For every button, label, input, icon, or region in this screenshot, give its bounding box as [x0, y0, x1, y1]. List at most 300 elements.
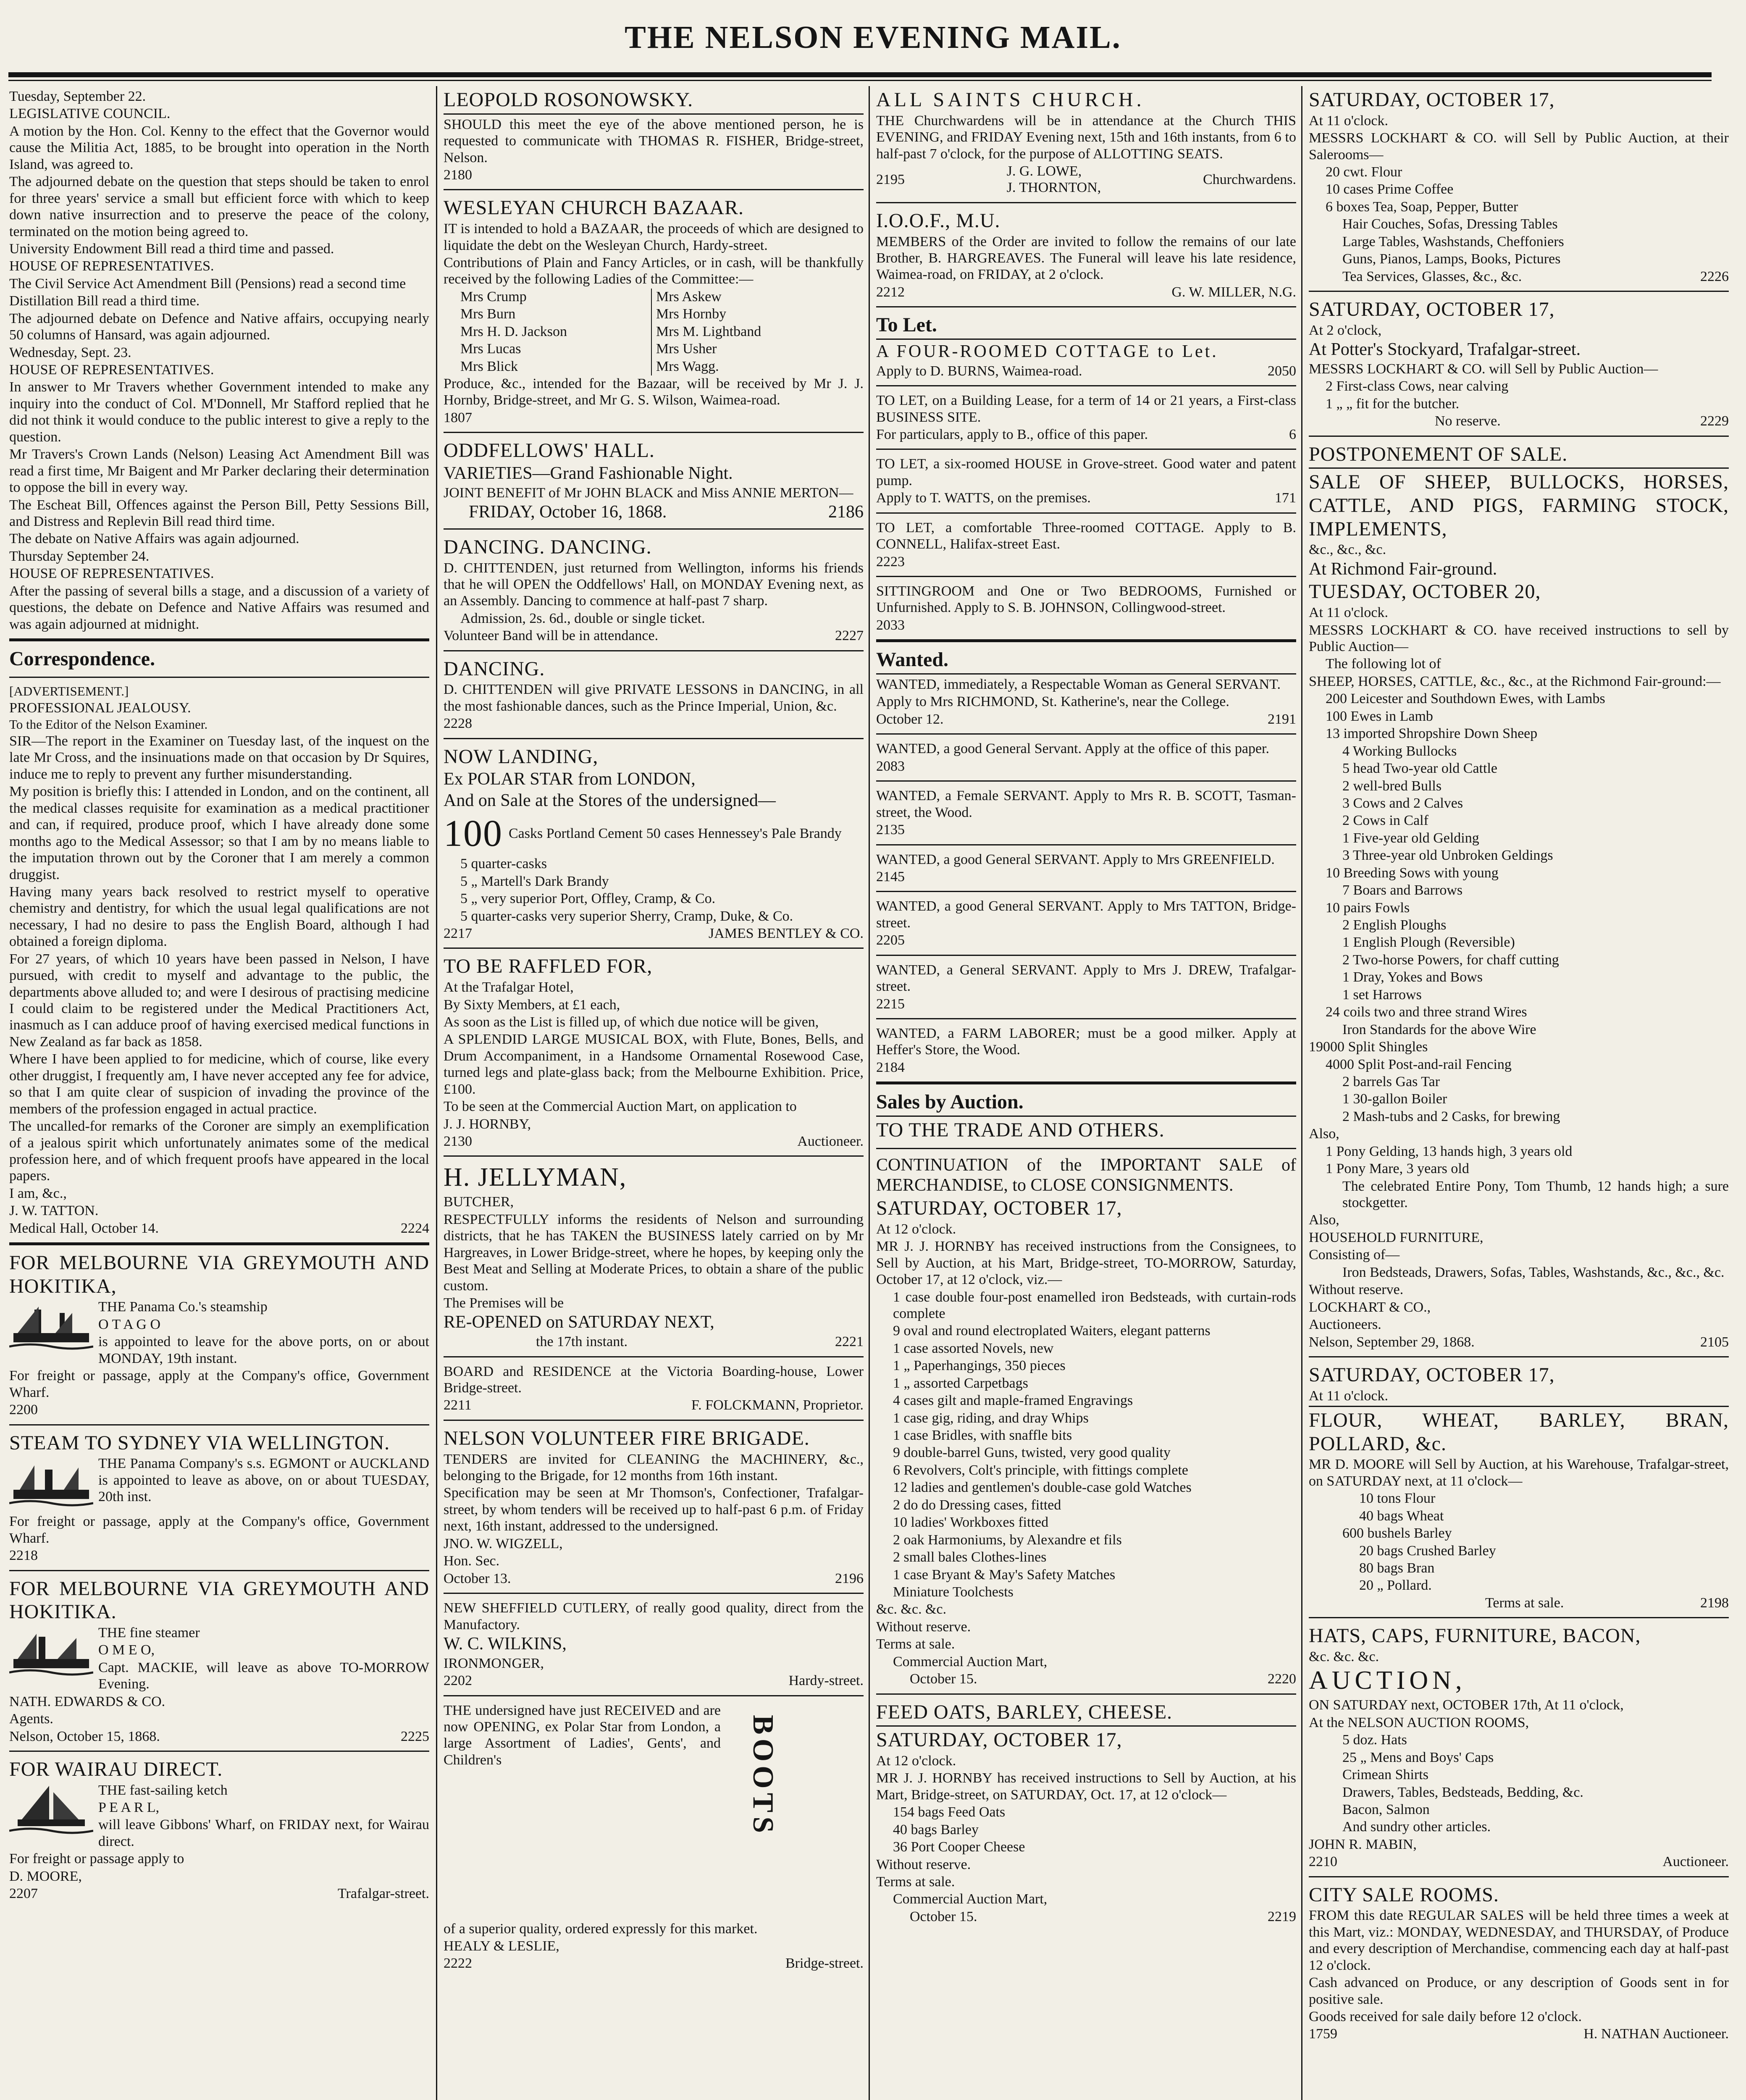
ad-subheading: At the Trafalgar Hotel,	[444, 979, 574, 995]
column-1	[9, 88, 429, 2100]
ad-text: TO LET, a six-roomed HOUSE in Grove-street. Good water and patent pump.	[876, 456, 1296, 488]
divider	[876, 1148, 1296, 1149]
report-paragraph: The adjourned debate on the question that steps should be taken to enrol for three years' service a small but efficient force with which to keep down native insurrection and to preserve the peace of the colony, terminated on the motion being agreed to.	[9, 174, 429, 239]
item-line: 1 30-gallon Boiler	[1342, 1091, 1447, 1107]
letter-address: To the Editor of the Nelson Examiner.	[9, 717, 208, 732]
item-line: 5 quarter-casks	[460, 856, 547, 872]
ad-heading: TO BE RAFFLED FOR,	[444, 955, 653, 978]
report-heading: HOUSE OF REPRESENTATIVES.	[9, 258, 214, 274]
divider	[444, 113, 864, 115]
ad-heading: NELSON VOLUNTEER FIRE BRIGADE.	[444, 1427, 810, 1449]
ad-number: 2105	[1700, 1334, 1729, 1350]
ad-heading: LEOPOLD ROSONOWSKY.	[444, 89, 693, 111]
ad-text: MR J. J. HORNBY has received instructions from the Consignees, to Sell by Auction, at his Mart, Bridge-street, TO-MORROW, Saturday, October 17, at 12 o'clock, viz.—	[876, 1239, 1296, 1288]
item-line: 200 Leicester and Southdown Ewes, with Lambs	[1326, 691, 1605, 707]
item-line: 19000 Split Shingles	[1309, 1039, 1428, 1055]
divider	[876, 449, 1296, 450]
divider	[444, 948, 864, 949]
ad-date: October 13.	[444, 1570, 511, 1586]
ad-heading: I.O.O.F., M.U.	[876, 209, 1000, 232]
sale-time: At 11 o'clock.	[1309, 113, 1388, 129]
divider	[876, 1082, 1296, 1084]
ad-heading: STEAM TO SYDNEY VIA WELLINGTON.	[9, 1431, 390, 1454]
ad-text: The Premises will be	[444, 1295, 564, 1311]
ad-subheading: By Sixty Members, at £1 each,	[444, 997, 620, 1013]
advertisement-tag: [ADVERTISEMENT.]	[9, 683, 129, 698]
ad-text: Also,	[1309, 1212, 1339, 1228]
ad-number: 2195	[876, 171, 905, 187]
letter-paragraph: My position is briefly this: I attended in London, and on the continent, all the medical classes requisite for examination as a medical practitioner and can, if required, produce proof, which I have already done some months ago to the Medical Assessor; so that I am by no means liable to the imputation thrown out by the Coroner that I am merely a common druggist.	[9, 784, 429, 882]
sailing-ketch-icon	[9, 1784, 93, 1838]
sale-terms: Without reserve.	[1309, 1282, 1404, 1298]
parliament-report	[9, 88, 429, 633]
ad-number: 2225	[401, 1728, 429, 1744]
ad-place: Commercial Auction Mart,	[893, 1654, 1048, 1670]
item-line: Bacon, Salmon	[1342, 1801, 1430, 1817]
ad-number: 2145	[876, 869, 905, 885]
ad-place: Nelson, September 29, 1868.	[1309, 1334, 1475, 1350]
divider	[876, 1693, 1296, 1695]
divider	[444, 1420, 864, 1421]
letter-closing: I am, &c.,	[9, 1185, 67, 1201]
committee-member: Mrs Usher	[656, 341, 717, 357]
item-line: 1 English Plough (Reversible)	[1342, 934, 1515, 950]
ad-number: 2207	[9, 1886, 38, 1902]
report-date: Thursday September 24.	[9, 548, 150, 564]
item-line: Guns, Pianos, Lamps, Books, Pictures	[1342, 251, 1561, 267]
item-line: Hair Couches, Sofas, Dressing Tables	[1342, 216, 1558, 232]
ad-number: 2205	[876, 932, 905, 948]
ad-text: Iron Bedsteads, Drawers, Sofas, Tables, Washstands, &c., &c., &c.	[1342, 1264, 1725, 1280]
ad-text: MESSRS LOCKHART & CO. have received instructions to sell by Public Auction—	[1309, 622, 1729, 655]
item-line: 1 case gig, riding, and dray Whips	[893, 1410, 1089, 1426]
masthead-rule-thin	[8, 80, 1712, 81]
ad-text: THE fine steamer	[98, 1625, 200, 1641]
section-heading: To Let.	[876, 314, 937, 336]
item-line: 24 coils two and three strand Wires	[1326, 1004, 1527, 1020]
letter-paragraph: The uncalled-for remarks of the Coroner are simply an exemplification of a jealous spirit which unfortunately animates some of the medical profession here, and of which frequent proofs have appeared in the local papers.	[9, 1118, 429, 1184]
divider	[444, 432, 864, 433]
ad-text: THE Panama Company's s.s. EGMONT or AUCKLAND is appointed to leave as above, on or about TUESDAY, 20th inst.	[98, 1456, 429, 1505]
section-heading: Sales by Auction.	[876, 1091, 1024, 1113]
report-paragraph: In answer to Mr Travers whether Government intended to make any inquiry into the conduct of Col. M'Donnell, Mr Stafford replied that he did not think it would conduce to the public interest to give a reply to the question.	[9, 379, 429, 445]
ad-number: 2200	[9, 1402, 38, 1418]
ad-text: JOINT BENEFIT of Mr JOHN BLACK and Miss ANNIE MERTON—	[444, 485, 853, 501]
item-line: Crimean Shirts	[1342, 1767, 1428, 1783]
ad-signature: G. W. MILLER, N.G.	[1171, 284, 1296, 300]
ship-name: O M E O,	[98, 1642, 155, 1658]
item-line: 2 First-class Cows, near calving	[1326, 378, 1509, 394]
ad-heading: FEED OATS, BARLEY, CHEESE.	[876, 1701, 1173, 1723]
ad-number: 1807	[444, 410, 472, 425]
sale-terms: No reserve.	[1435, 413, 1501, 429]
item-line: 2 Cows in Calf	[1342, 813, 1428, 829]
item-line: 2 oak Harmoniums, by Alexandre et fils	[893, 1532, 1122, 1548]
column-4	[1309, 88, 1729, 2100]
report-paragraph: The Escheat Bill, Offences against the Person Bill, Petty Sessions Bill, and Distress and Replevin Bill read third time.	[9, 497, 429, 529]
ad-text: WANTED, a General SERVANT. Apply to Mrs J. DREW, Trafalgar-street.	[876, 962, 1296, 995]
divider	[876, 639, 1296, 642]
ad-number: 2220	[1268, 1671, 1296, 1687]
divider	[876, 733, 1296, 735]
signatories	[876, 163, 1296, 196]
ad-text: WANTED, a Female SERVANT. Apply to Mrs R. B. SCOTT, Tasman-street, the Wood.	[876, 788, 1296, 820]
ad-number: 2191	[1268, 711, 1296, 727]
ad-signature: LOCKHART & CO.,	[1309, 1299, 1431, 1315]
section-heading: Wanted.	[876, 648, 949, 671]
ad-text: Cash advanced on Produce, or any description of Goods sent in for positive sale.	[1309, 1975, 1729, 2007]
letter-paragraph: Having many years back resolved to restrict myself to operative chemistry and dentistry, for which the usual legal qualifications are not necessary, I had no desire to pass the English Board, although I had obtained a foreign diploma.	[9, 884, 429, 950]
ad-number: 2033	[876, 617, 905, 633]
item-line: 1 case double four-post enamelled iron Bedsteads, with curtain-rods complete	[893, 1289, 1296, 1321]
item-line: 2 English Ploughs	[1342, 917, 1447, 933]
ad-text: WANTED, a FARM LABORER; must be a good milker. Apply at Heffer's Store, the Wood.	[876, 1026, 1296, 1058]
ad-heading: WESLEYAN CHURCH BAZAAR.	[444, 197, 744, 219]
divider	[9, 1570, 429, 1571]
divider	[9, 638, 429, 641]
ad-text: WANTED, immediately, a Respectable Woman as General SERVANT.	[876, 677, 1281, 693]
item-line: 1 Dray, Yokes and Bows	[1342, 969, 1483, 985]
item-line: 9 oval and round electroplated Waiters, elegant patterns	[893, 1323, 1210, 1339]
item-line: 1 Pony Gelding, 13 hands high, 3 years old	[1326, 1143, 1573, 1159]
item-line: 1 „ „ fit for the butcher.	[1326, 396, 1460, 412]
item-line: 20 bags Crushed Barley	[1359, 1543, 1496, 1559]
ad-text: the 17th instant.	[536, 1334, 628, 1350]
ad-number: 2210	[1309, 1854, 1337, 1870]
item-line: 100 Ewes in Lamb	[1326, 708, 1433, 724]
ad-number: 2083	[876, 758, 905, 774]
letter-place: Medical Hall, October 14.	[9, 1220, 159, 1236]
item-line: 154 bags Feed Oats	[893, 1804, 1006, 1820]
item-line: 9 double-barrel Guns, twisted, very good quality	[893, 1445, 1171, 1461]
ad-number: 2224	[401, 1220, 429, 1236]
ad-text: &c., &c., &c.	[1309, 542, 1386, 558]
sale-date: TUESDAY, OCTOBER 20,	[1309, 580, 1541, 603]
divider	[876, 1725, 1296, 1727]
item-line: 40 bags Barley	[893, 1822, 979, 1838]
ad-text: Goods received for sale daily before 12 o'clock.	[1309, 2009, 1582, 2025]
divider	[9, 1751, 429, 1752]
ad-signature-role: Churchwardens.	[1203, 171, 1296, 187]
report-date: Tuesday, September 22.	[9, 89, 146, 104]
ad-number: 2227	[835, 628, 864, 644]
item-line: 1 case assorted Novels, new	[893, 1340, 1054, 1356]
sale-date: SATURDAY, OCTOBER 17,	[876, 1197, 1122, 1220]
committee-member: Mrs Hornby	[656, 306, 727, 322]
item-line: 2 do do Dressing cases, fitted	[893, 1497, 1061, 1513]
item-line: 10 pairs Fowls	[1326, 900, 1410, 916]
sale-place: At Richmond Fair-ground.	[1309, 559, 1497, 579]
ad-number: 2217	[444, 925, 472, 941]
ad-subheading: BUTCHER,	[444, 1194, 514, 1210]
ad-number: 2226	[1700, 268, 1729, 284]
ad-signature-role: Hon. Sec.	[444, 1553, 500, 1569]
ad-date: October 15.	[910, 1908, 977, 1924]
ad-signature: W. C. WILKINS,	[444, 1634, 567, 1654]
ad-text: MESSRS LOCKHART & CO. will Sell by Public Auction—	[1309, 361, 1658, 377]
ad-text: Apply to T. WATTS, on the premises.	[876, 490, 1091, 506]
ad-heading: HATS, CAPS, FURNITURE, BACON,	[1309, 1625, 1641, 1647]
ad-address: Hardy-street.	[788, 1673, 864, 1689]
divider	[876, 1018, 1296, 1019]
divider	[1309, 1406, 1729, 1407]
item-line: Miniature Toolchests	[893, 1584, 1013, 1600]
boots-vertical-title: BOOTS	[747, 1714, 780, 1837]
ad-text: Apply to D. BURNS, Waimea-road.	[876, 363, 1082, 379]
ad-number: 2135	[876, 822, 905, 838]
committee-member: Mrs Blick	[460, 358, 518, 374]
ad-number: 2222	[444, 1956, 472, 1971]
letter-paragraph: Where I have been applied to for medicine, which of course, like every other druggist, I frequently am, I have never accepted any fee for advice, so that I am quite clear of suspicion of invading the province of the members of the profession engaged in actual practice.	[9, 1051, 429, 1117]
ad-place: Nelson, October 15, 1868.	[9, 1728, 160, 1744]
ad-heading: ODDFELLOWS' HALL.	[444, 439, 655, 462]
ad-number: 2196	[835, 1570, 864, 1586]
ad-text: TENDERS are invited for CLEANING the MACHINERY, &c., belonging to the Brigade, for 12 months from 16th instant.	[444, 1451, 864, 1484]
ad-text: For freight or passage apply to	[9, 1851, 184, 1867]
item-line: 1 case Bridles, with snaffle bits	[893, 1428, 1072, 1444]
ad-subheading: And on Sale at the Stores of the undersigned—	[444, 791, 776, 811]
ad-subheading: SALE OF SHEEP, BULLOCKS, HORSES, CATTLE, AND PIGS, FARMING STOCK, IMPLEMENTS,	[1309, 471, 1729, 540]
divider	[9, 1424, 429, 1425]
report-paragraph: Mr Travers's Crown Lands (Nelson) Leasing Act Amendment Bill was read a first time, Mr Baigent and Mr Parker declaring their determination to oppose the bill in every way.	[9, 446, 429, 496]
item-line: 1 case Bryant & May's Safety Matches	[893, 1567, 1116, 1583]
ad-address: Trafalgar-street.	[337, 1886, 429, 1902]
ad-signature: HEALY & LESLIE,	[444, 1938, 559, 1954]
item-line: 5 quarter-casks very superior Sherry, Cramp, Duke, & Co.	[460, 908, 793, 924]
committee-member: Mrs H. D. Jackson	[460, 323, 567, 339]
ad-text: ON SATURDAY next, OCTOBER 17th, At 11 o'clock,	[1309, 1697, 1624, 1713]
ad-text: A FOUR-ROOMED COTTAGE to Let.	[876, 341, 1218, 361]
ad-text: THE undersigned have just RECEIVED and are now OPENING, ex Polar Star from London, a large Assortment of Ladies', Gents', and Children's	[444, 1702, 721, 1768]
item-line: Drawers, Tables, Bedsteads, Bedding, &c.	[1342, 1784, 1583, 1800]
letter-paragraph: For 27 years, of which 10 years have been passed in Nelson, I have pursued, with credit to myself and advantage to the public, the departments above alluded to; and were I desirous of practising medicine I could claim to be registered under the Medical Practitioners Act, inasmuch as I can adduce proof of having exercised medical functions in New Zealand as far back as 1858.	[9, 951, 429, 1050]
ad-text: MR D. MOORE will Sell by Auction, at his Warehouse, Trafalgar-street, on SATURDAY next, at 11 o'clock—	[1309, 1457, 1729, 1489]
ad-text: MESSRS LOCKHART & CO. will Sell by Public Auction, at their Salerooms—	[1309, 130, 1729, 163]
ad-text: Admission, 2s. 6d., double or single ticket.	[460, 610, 705, 626]
divider	[444, 528, 864, 530]
ad-signature: J. J. HORNBY,	[444, 1116, 531, 1132]
ad-text: Produce, &c., intended for the Bazaar, will be received by Mr J. J. Hornby, Bridge-street, and Mr G. S. Wilson, Waimea-road.	[444, 376, 864, 408]
boots-ad	[444, 1702, 864, 1921]
ad-text: THE Churchwardens will be in attendance at the Church THIS EVENING, and FRIDAY Evening next, 15th and 16th instants, from 6 to half-past 7 o'clock, for the purpose of ALLOTTING SEATS.	[876, 113, 1296, 162]
ad-place: Commercial Auction Mart,	[893, 1891, 1048, 1907]
item-line: 10 tons Flour	[1359, 1491, 1436, 1507]
divider	[1309, 467, 1729, 469]
ad-heading: DANCING.	[444, 657, 545, 680]
ad-signature-role: Auctioneer.	[797, 1134, 864, 1150]
ad-text: Volunteer Band will be in attendance.	[444, 628, 659, 644]
ad-text: D. CHITTENDEN will give PRIVATE LESSONS in DANCING, in all the most fashionable dances, such as the Prince Imperial, Union, &c.	[444, 682, 864, 714]
ad-heading: NOW LANDING,	[444, 745, 599, 768]
column-rule	[869, 86, 870, 2100]
ad-subheading: HOUSEHOLD FURNITURE,	[1309, 1229, 1483, 1245]
item-line: 80 bags Bran	[1359, 1560, 1435, 1576]
ad-text: The following lot of	[1326, 656, 1441, 672]
letter-paragraph: SIR—The report in the Examiner on Tuesday last, of the inquest on the late Mr Cross, and the insinuations made on that occasion by Dr Squires, induce me to reply to prevent any further misunderstanding.	[9, 733, 429, 782]
item-line: Iron Standards for the above Wire	[1342, 1021, 1536, 1037]
ad-text: Casks Portland Cement 50 cases Hennessey's Pale Brandy	[509, 826, 842, 842]
column-3	[876, 88, 1296, 2100]
item-line: 6 Revolvers, Colt's principle, with fittings complete	[893, 1462, 1189, 1478]
ad-text: is appointed to leave for the above ports, on or about MONDAY, 19th instant.	[98, 1334, 429, 1366]
item-line: 7 Boars and Barrows	[1342, 882, 1463, 898]
ad-heading: TO THE TRADE AND OTHERS.	[876, 1119, 1165, 1142]
ad-subheading: IRONMONGER,	[444, 1655, 544, 1671]
item-line: 2 Two-horse Powers, for chaff cutting	[1342, 952, 1559, 968]
ad-number: 2219	[1268, 1908, 1296, 1924]
divider	[444, 189, 864, 190]
event-date: FRIDAY, October 16, 1868.	[469, 502, 667, 522]
ad-number: 2221	[835, 1334, 864, 1350]
item-line: 1 set Harrows	[1342, 987, 1422, 1003]
ad-text: FROM this date REGULAR SALES will be held three times a week at this Mart, viz.: MONDAY, WEDNESDAY, and THURSDAY, of Produce and every description of Merchandise, commencing each day at half-past 12 o'clock.	[1309, 1908, 1729, 1973]
ad-text: For freight or passage, apply at the Company's office, Government Wharf.	[9, 1368, 429, 1400]
ad-text: D. CHITTENDEN, just returned from Wellington, informs his friends that he will OPEN the Oddfellows' Hall, on MONDAY Evening next, as an Assembly. Dancing to commence at half-past 7 sharp.	[444, 560, 864, 609]
ad-number: 2215	[876, 996, 905, 1012]
ad-text: WANTED, a good General SERVANT. Apply to Mrs TATTON, Bridge-street.	[876, 898, 1296, 931]
ad-number: 2211	[444, 1397, 472, 1413]
ad-signature: JOHN R. MABIN,	[1309, 1836, 1417, 1852]
report-heading: LEGISLATIVE COUNCIL.	[9, 106, 171, 122]
item-line: 10 cases Prime Coffee	[1326, 181, 1454, 197]
ad-text: TO LET, on a Building Lease, for a term of 14 or 21 years, a First-class BUSINESS SITE.	[876, 393, 1296, 425]
item-line: 5 „ Martell's Dark Brandy	[460, 873, 609, 889]
ad-text: To be seen at the Commercial Auction Mart, on application to	[444, 1099, 797, 1115]
item-line: 40 bags Wheat	[1359, 1508, 1444, 1524]
divider	[876, 576, 1296, 577]
ad-heading: CITY SALE ROOMS.	[1309, 1883, 1499, 1906]
committee-member: Mrs Burn	[460, 306, 516, 322]
ad-signature-role: Auctioneer.	[1662, 1854, 1729, 1870]
divider	[444, 738, 864, 739]
sale-date: SATURDAY, OCTOBER 17,	[1309, 298, 1555, 321]
ad-signature: J. THORNTON,	[1006, 180, 1101, 196]
ad-subheading: AUCTION,	[1309, 1666, 1466, 1695]
ad-number: 6	[1289, 426, 1296, 442]
divider	[876, 673, 1296, 675]
ad-number: 2223	[876, 554, 905, 570]
ad-text: IT is intended to hold a BAZAAR, the proceeds of which are designed to liquidate the debt on the Wesleyan Church, Hardy-street.	[444, 221, 864, 253]
item-line: And sundry other articles.	[1342, 1819, 1491, 1835]
item-line: 1 „ assorted Carpetbags	[893, 1375, 1028, 1391]
ad-signature-role: Agents.	[9, 1711, 53, 1727]
item-line: 10 ladies' Workboxes fitted	[893, 1515, 1049, 1530]
ad-text: will leave Gibbons' Wharf, on FRIDAY next, for Wairau direct.	[98, 1817, 429, 1849]
ad-text: Contributions of Plain and Fancy Articles, or in cash, will be thankfully received by the following Ladies of the Committee:—	[444, 255, 864, 287]
divider	[1309, 436, 1729, 437]
ad-heading: FOR MELBOURNE VIA GREYMOUTH AND HOKITIKA.	[9, 1577, 429, 1623]
sale-date: SATURDAY, OCTOBER 17,	[1309, 1363, 1555, 1386]
committee-member: Mrs Lucas	[460, 341, 521, 357]
ad-text: Consisting of—	[1309, 1247, 1400, 1263]
divider	[444, 1155, 864, 1157]
ad-text: For freight or passage, apply at the Company's office, Government Wharf.	[9, 1514, 429, 1546]
ad-heading: H. JELLYMAN,	[444, 1163, 627, 1192]
item-line: 3 Cows and 2 Calves	[1342, 795, 1463, 811]
ad-text: WANTED, a good General Servant. Apply at the office of this paper.	[876, 741, 1269, 757]
ad-number: 2229	[1700, 413, 1729, 429]
ad-text: TO LET, a comfortable Three-roomed COTTAGE. Apply to B. CONNELL, Halifax-street East.	[876, 520, 1296, 552]
letter-title: PROFESSIONAL JEALOUSY.	[9, 700, 191, 716]
divider	[876, 306, 1296, 307]
ad-text: Capt. MACKIE, will leave as above TO-MORROW Evening.	[98, 1659, 429, 1692]
ad-text: Apply to Mrs RICHMOND, St. Katherine's, near the College.	[876, 694, 1229, 710]
item-line: 25 „ Mens and Boys' Caps	[1342, 1749, 1494, 1765]
divider	[876, 385, 1296, 386]
report-paragraph: After the passing of several bills a stage, and a discussion of a variety of questions, the debate on Defence and Native Affairs was resumed and was again adjourned at midnight.	[9, 583, 429, 632]
column-rule	[1301, 86, 1302, 2100]
divider	[876, 202, 1296, 203]
sale-time: At 12 o'clock.	[876, 1221, 956, 1237]
ad-text: Also,	[1309, 1126, 1339, 1142]
item-line: 6 boxes Tea, Soap, Pepper, Butter	[1326, 199, 1518, 215]
sale-terms: Terms at sale.	[876, 1874, 955, 1890]
item-line: 2 small bales Clothes-lines	[893, 1549, 1047, 1565]
report-heading: HOUSE OF REPRESENTATIVES.	[9, 566, 214, 582]
ad-text: A SPLENDID LARGE MUSICAL BOX, with Flute, Bones, Bells, and Drum Accompaniment, in a Handsome Ornamental Rosewood Case, turned legs and plate-glass back; from the Melbourne Exhibition. Price, £100.	[444, 1032, 864, 1097]
sale-place: At Potter's Stockyard, Trafalgar-street.	[1309, 340, 1581, 360]
item-line: 2 well-bred Bulls	[1342, 778, 1442, 794]
divider	[9, 677, 429, 678]
divider	[876, 1116, 1296, 1117]
ad-number: 2186	[828, 502, 864, 522]
divider	[876, 512, 1296, 514]
item-line: 5 doz. Hats	[1342, 1732, 1407, 1748]
ad-signature: H. NATHAN Auctioneer.	[1583, 2026, 1729, 2042]
ad-text: RESPECTFULLY informs the residents of Nelson and surrounding districts, that he has TAKEN the BUSINESS lately carried on by Mr Hargreaves, in Lower Bridge-street, where he hopes, by keeping only the Best Meat and Selling at Moderate Prices, to obtain a share of the public custom.	[444, 1211, 864, 1294]
item-line: 600 bushels Barley	[1342, 1525, 1452, 1541]
ad-text: SHEEP, HORSES, CATTLE, &c., &c., at the Richmond Fair-ground:—	[1309, 673, 1721, 689]
item-line: 4 Working Bullocks	[1342, 743, 1457, 759]
sale-terms: Without reserve.	[876, 1619, 971, 1635]
divider	[444, 1356, 864, 1357]
ad-text: MEMBERS of the Order are invited to follow the remains of our late Brother, B. HARGREAVES. The Funeral will leave his late residence, Waimea-road, on FRIDAY, at 2 o'clock.	[876, 234, 1296, 283]
ad-number: 1759	[1309, 2026, 1337, 2042]
letter-signature: J. W. TATTON.	[9, 1203, 99, 1219]
ad-text: For particulars, apply to B., office of this paper.	[876, 426, 1148, 442]
report-paragraph: Distillation Bill read a third time.	[9, 293, 200, 309]
ad-text: At the NELSON AUCTION ROOMS,	[1309, 1714, 1529, 1730]
ad-number: 2212	[876, 284, 905, 300]
ad-signature: JNO. W. WIGZELL,	[444, 1536, 563, 1551]
report-date: Wednesday, Sept. 23.	[9, 344, 131, 360]
committee-member: Mrs Wagg.	[656, 358, 719, 374]
quantity-large: 100	[444, 812, 503, 854]
sale-date: SATURDAY, OCTOBER 17,	[1309, 89, 1555, 111]
section-heading: Correspondence.	[9, 648, 155, 670]
ad-subheading: Ex POLAR STAR from LONDON,	[444, 769, 696, 789]
item-line: &c. &c. &c.	[876, 1601, 947, 1617]
report-paragraph: The debate on Native Affairs was again adjourned.	[9, 531, 299, 547]
ad-signature: JAMES BENTLEY & CO.	[709, 925, 864, 941]
ad-number: 2180	[444, 167, 472, 183]
sale-time: At 11 o'clock.	[1309, 1388, 1388, 1404]
ad-address: Bridge-street.	[785, 1956, 864, 1971]
item-line: 1 „ Paperhangings, 350 pieces	[893, 1358, 1066, 1374]
item-line: 5 head Two-year old Cattle	[1342, 761, 1497, 777]
report-paragraph: A motion by the Hon. Col. Kenny to the effect that the Governor would cause the Militia Act, 1885, to be brought into operation in the North Island, was agreed to.	[9, 123, 429, 172]
committee-member: Mrs M. Lightband	[656, 323, 761, 339]
divider	[876, 844, 1296, 845]
item-line: 20 „ Pollard.	[1359, 1578, 1432, 1593]
ad-number: 2228	[444, 716, 472, 732]
ad-text: NEW SHEFFIELD CUTLERY, of really good quality, direct from the Manufactory.	[444, 1600, 864, 1633]
ad-heading: FOR WAIRAU DIRECT.	[9, 1758, 223, 1780]
ad-subheading: FLOUR, WHEAT, BARLEY, BRAN, POLLARD, &c.	[1309, 1409, 1729, 1455]
ad-date: October 15.	[910, 1671, 977, 1687]
sale-date: SATURDAY, OCTOBER 17,	[876, 1729, 1122, 1751]
ad-signature: J. G. LOWE,	[1006, 163, 1082, 179]
